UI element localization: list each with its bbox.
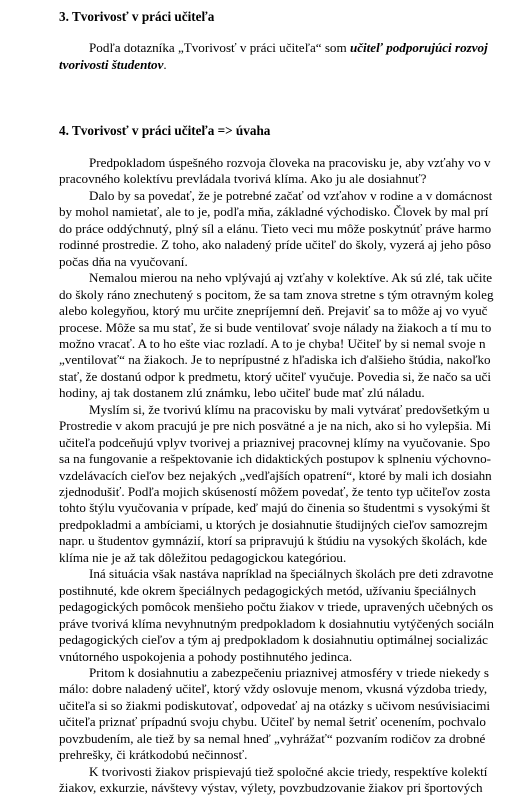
body-line: práve tvorivá klíma nevyhnutným predpokladom k dosiahnutiu vytýčených sociáln [59, 615, 494, 631]
body-line: „ventilovať“ na žiakoch. Je to neprípustné z hľadiska ich ďalšieho štúdia, nakoľko [59, 352, 491, 368]
body-line: napr. u študentov gymnázií, ktorí sa pripravujú k štúdiu na vysokých školách, kde [59, 533, 488, 549]
body-line: sa na fungovanie a rešpektovanie ich didaktických postupov k splneniu výchovno- [59, 451, 491, 467]
body-line: učiteľa podceňujú vplyv tvorivej a priaznivej pracovnej klímy na vyučovanie. Spo [59, 434, 491, 450]
body-line: stať, že dostanú odpor k predmetu, ktorý učiteľ vyučuje. Povedia si, že načo sa uči [59, 368, 491, 384]
body-line: tohto štýlu vyučovania v prípade, keď majú do činenia so študentmi s vysokými št [59, 500, 491, 516]
body-line: hodiny, aj tak dostanem zlú známku, lebo učiteľ bude mať zlú náladu. [59, 385, 425, 401]
body-line: vzdelávacích cieľov bez nejakých „vedľajších opatrení“, ktoré by mali ich dosiahn [59, 467, 492, 483]
body-line: pedagogických pomôcok menšieho počtu žiakov v triede, upravených učebných os [59, 599, 494, 615]
body-line: učiteľa si so žiakmi podiskutovať, odpovedať aj na otázky s učivom nesúvisiacimi [59, 697, 491, 713]
body-line: pedagogických cieľov a tým aj predpokladom k dosiahnutiu optimálnej socializác [59, 632, 488, 648]
section-3-paragraph-line-2 [59, 57, 167, 73]
body-line: Prostredie v akom pracujú je pre nich posvätné a je na nich, ako si ho vylepšia. Mi [59, 418, 491, 434]
body-line: Dalo by sa povedať, že je potrebné začať od vzťahov v rodine a v domácnost [89, 187, 493, 203]
body-line: by mohol namietať, ale to je, podľa mňa, základné východisko. Človek by mal prí [59, 204, 489, 220]
body-line: alebo kolegyňou, ktorý mu určite znepríjemní deň. Prejaviť sa to môže aj vo vyuč [59, 303, 488, 319]
body-line: Predpokladom úspešného rozvoja človeka na pracovisku je, aby vzťahy vo v [89, 155, 491, 170]
body-line: prehrešky, či krátkodobú nečinnosť. [59, 747, 248, 763]
body-line: povzbudením, ale tiež by sa nemal hneď „vyhrážať“ pozvaním rodičov za drobné [59, 730, 486, 746]
section-3-emphasis-1: učiteľ podporujúci rozvoj [349, 40, 488, 55]
body-line: málo: dobre naladený učiteľ, ktorý vždy oslovuje menom, vkusná výzdoba triedy, [59, 681, 488, 697]
body-line: klíma nie je až tak dôležitou pedagogickou kategóriou. [59, 549, 347, 565]
body-line: Pritom k dosiahnutiu a zabezpečeniu priaznivej atmosféry v triede niekedy s [89, 664, 489, 680]
body-line: procese. Môže sa mu stať, že si bude ventilovať svoje nálady na žiakoch a tí mu to [59, 319, 492, 335]
body-line: rodinné prostredie. Z toho, ako naladený príde učiteľ do školy, vyzerá aj jeho pôso [59, 237, 492, 253]
body-line: zjednodušiť. Podľa mojich skúseností môžem povedať, že tento typ učiteľov zosta [59, 484, 491, 499]
body-line: možno vracať. A to ho ešte viac rozladí. A to je chyba! Učiteľ by si nemal svoje n [59, 335, 486, 351]
body-line: K tvorivosti žiakov prispievajú tiež spoločné akcie triedy, respektíve kolektí [89, 763, 488, 779]
body-line: do školy ráno znechutený s pocitom, že sa tam znova stretne s tým otravným koleg [59, 286, 494, 302]
section-4-heading: 4. Tvorivosť v práci učiteľa => úvaha [59, 123, 271, 138]
body-line: Nemalou mierou na neho vplývajú aj vzťahy v kolektíve. Ak sú zlé, tak učite [89, 270, 493, 286]
body-line: počas dňa na vyučovaní. [59, 253, 188, 269]
body-line: pracovného kolektívu prevládala tvorivá klíma. Ako ju ale dosiahnuť? [59, 171, 427, 187]
body-line: učiteľa priznať prípadnú svoju chybu. Učiteľ by nemal šetriť ocenením, pochvalo [59, 714, 486, 730]
body-line: do práce oddýchnutý, plný síl a elánu. Tieto veci mu môže poskytnúť práve harmo [59, 220, 492, 236]
section-3-intro: Podľa dotazníka „Tvorivosť v práci učiteľa“ som [89, 40, 350, 55]
section-3-emphasis-2: tvorivosti študentov [59, 57, 164, 72]
section-3-end: . [163, 57, 167, 72]
body-line: predpokladmi a ambíciami, u ktorých je dosiahnutie študijných cieľov samozrejm [59, 516, 488, 532]
section-3-paragraph-line-1 [89, 40, 488, 56]
section-3-heading: 3. Tvorivosť v práci učiteľa [59, 9, 215, 24]
body-line: postihnuté, kde okrem špeciálnych pedagogických metód, užívaniu špeciálnych [59, 582, 477, 598]
body-line: žiakov, exkurzie, návštevy výstav, výlety, povzbudzovanie žiakov pri športových [59, 780, 483, 796]
body-line: vnútorného uspokojenia a pohody postihnutého jedinca. [59, 648, 353, 664]
body-line: Iná situácia však nastáva napríklad na špeciálnych školách pre deti zdravotne [89, 566, 494, 582]
body-line: Myslím si, že tvorivú klímu na pracovisku by mali vytvárať predovšetkým u [89, 401, 490, 417]
